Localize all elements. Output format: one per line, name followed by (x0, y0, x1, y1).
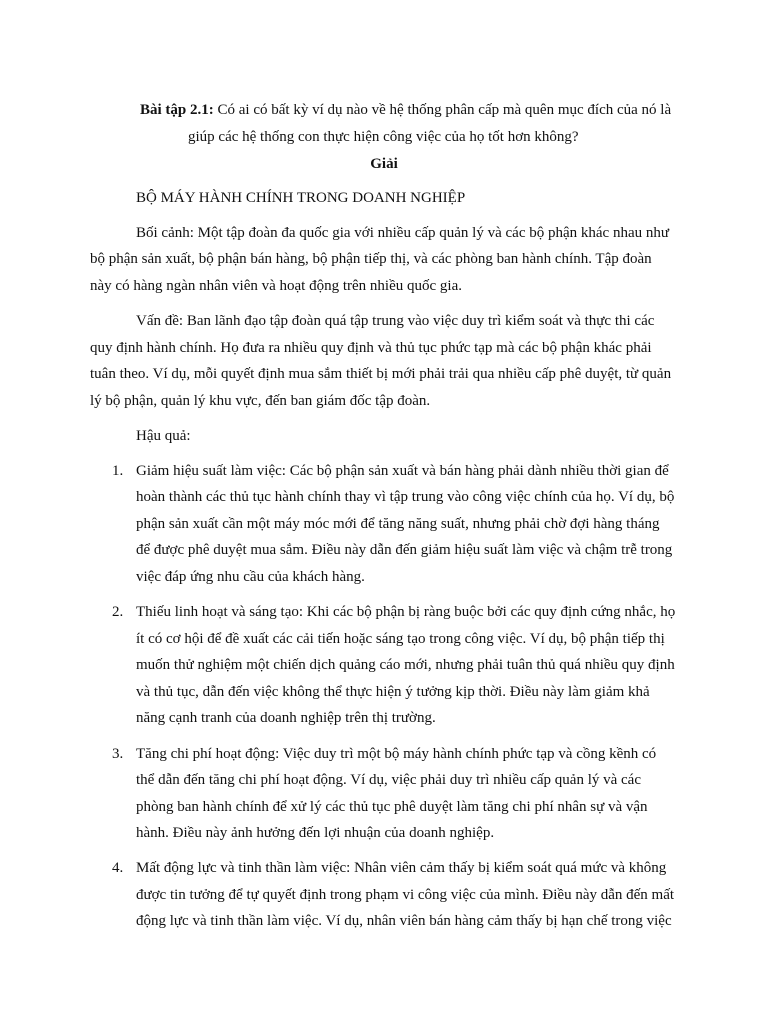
list-item-line: ít có cơ hội để đề xuất các cải tiến hoặc sáng tạo trong công việc. Ví dụ, bộ phận tiếp thị (136, 631, 665, 647)
context-line: Bối cảnh: Một tập đoàn đa quốc gia với nhiều cấp quản lý và các bộ phận khác nhau như (136, 225, 669, 241)
exercise-label: Bài tập 2.1: (140, 102, 214, 118)
problem-line: quy định hành chính. Họ đưa ra nhiều quy định và thủ tục phức tạp mà các bộ phận khác phải (90, 340, 652, 356)
list-item-line: được tin tưởng để tự quyết định trong phạm vi công việc của mình. Điều này dẫn đến mất (136, 887, 675, 903)
list-item-number: 1. (112, 463, 124, 479)
context-line: bộ phận sản xuất, bộ phận bán hàng, bộ phận tiếp thị, và các phòng ban hành chính. Tập đoàn (90, 251, 652, 267)
list-item-line: muốn thử nghiệm một chiến dịch quảng cáo mới, nhưng phải tuân thủ quá nhiều quy định (136, 657, 675, 673)
problem-line: tuân theo. Ví dụ, mỗi quyết định mua sắm thiết bị mới phải trải qua nhiều cấp phê duyệt, từ quản (90, 366, 672, 382)
problem-line: Vấn đề: Ban lãnh đạo tập đoàn quá tập trung vào việc duy trì kiểm soát và thực thi các (136, 313, 655, 329)
list-item-line: phòng ban hành chính để xử lý các thủ tục phê duyệt làm tăng chi phí nhân sự và vận (136, 799, 648, 815)
problem-line: lý bộ phận, quản lý khu vực, đến ban giám đốc tập đoàn. (90, 393, 431, 409)
list-item-line: Giảm hiệu suất làm việc: Các bộ phận sản xuất và bán hàng phải dành nhiều thời gian để (136, 463, 669, 479)
list-item-line: và thủ tục, dẫn đến việc không thể thực hiện ý tưởng kịp thời. Điều này làm giảm khả (136, 684, 650, 700)
list-item-line: phận sản xuất cần một máy móc mới để tăng năng suất, nhưng phải chờ đợi hàng tháng (136, 516, 660, 532)
solution-heading: Giải (370, 156, 398, 172)
list-item-line: hành. Điều này ảnh hưởng đến lợi nhuận của doanh nghiệp. (136, 825, 495, 841)
list-item-number: 2. (112, 604, 124, 620)
list-item-line: Tăng chi phí hoạt động: Việc duy trì một bộ máy hành chính phức tạp và cồng kềnh có (136, 746, 657, 762)
list-item-line: hoàn thành các thủ tục hành chính thay vì tập trung vào công việc chính của họ. Ví dụ, bộ (136, 489, 675, 505)
exercise-question-line-2: giúp các hệ thống con thực hiện công việc của họ tốt hơn không? (188, 129, 579, 145)
consequences-label: Hậu quả: (136, 428, 191, 444)
list-item-number: 3. (112, 746, 124, 762)
list-item-line: động lực và tinh thần làm việc. Ví dụ, nhân viên bán hàng cảm thấy bị hạn chế trong việc (136, 913, 672, 929)
list-item-line: năng cạnh tranh của doanh nghiệp trên thị trường. (136, 710, 436, 726)
list-item-number: 4. (112, 860, 124, 876)
section-title: BỘ MÁY HÀNH CHÍNH TRONG DOANH NGHIỆP (136, 190, 466, 206)
list-item-line: việc đáp ứng nhu cầu của khách hàng. (136, 569, 365, 585)
list-item-line: Mất động lực và tinh thần làm việc: Nhân viên cảm thấy bị kiểm soát quá mức và không (136, 860, 667, 876)
list-item-line: Thiếu linh hoạt và sáng tạo: Khi các bộ phận bị ràng buộc bởi các quy định cứng nhắc, họ (136, 604, 676, 620)
exercise-question-text: Có ai có bất kỳ ví dụ nào về hệ thống phân cấp mà quên mục đích của nó là (213, 102, 672, 118)
list-item-line: thể dẫn đến tăng chi phí hoạt động. Ví dụ, việc phải duy trì nhiều cấp quản lý và các (136, 772, 641, 788)
list-item-line: để được phê duyệt mua sắm. Điều này dẫn đến giảm hiệu suất làm việc và chậm trễ trong (136, 542, 673, 558)
exercise-question-line-1 (140, 101, 671, 119)
context-line: này có hàng ngàn nhân viên và hoạt động trên nhiều quốc gia. (90, 278, 462, 294)
